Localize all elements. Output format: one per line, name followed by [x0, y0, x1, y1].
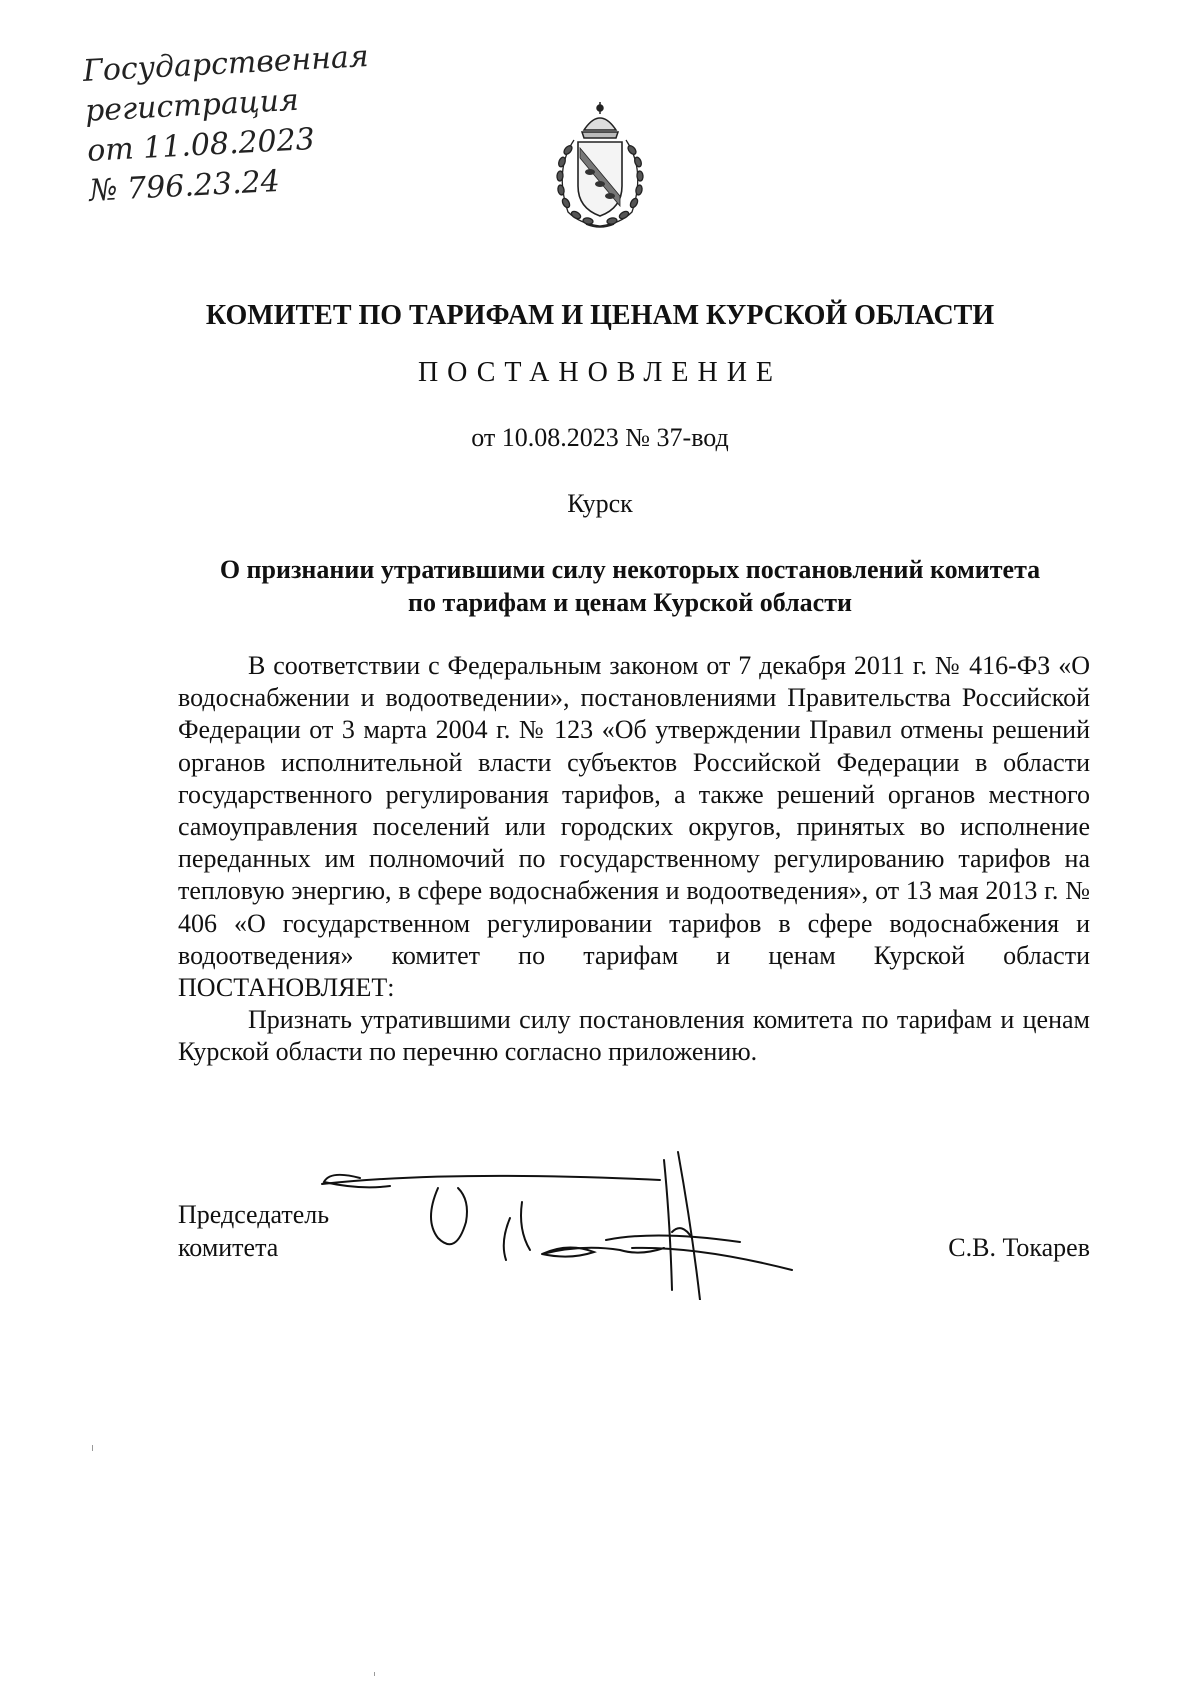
signatory-name: С.В. Токарев [948, 1233, 1090, 1262]
signatory-position [178, 1198, 329, 1264]
handwritten-registration-note [82, 36, 390, 211]
body-paragraph-2: Признать утратившими силу постановления комитета по тарифам и ценам Курской области по перечню согласно приложению. [178, 1005, 1090, 1067]
subject-line-1: О признании утратившими силу некоторых постановлений комитета [219, 555, 1041, 584]
document-city: Курск [567, 489, 633, 518]
scan-speck [92, 1445, 93, 1451]
coat-of-arms-icon [540, 100, 660, 232]
handnote-line-3: от 11.08.2023 [86, 121, 316, 169]
signatory-position-line-2: комитета [178, 1233, 279, 1262]
document-body [178, 650, 1090, 1069]
handnote-line-4: № 796.23.24 [88, 163, 281, 209]
organization-title: КОМИТЕТ ПО ТАРИФАМ И ЦЕНАМ КУРСКОЙ ОБЛАСТИ [205, 300, 995, 331]
document-subject [170, 553, 1090, 619]
handnote-line-1: Государственная [82, 39, 370, 89]
handwritten-signature-icon [320, 1130, 880, 1300]
scan-speck [374, 1672, 375, 1676]
body-paragraph-1: В соответствии с Федеральным законом от 7 декабря 2011 г. № 416-ФЗ «О водоснабжении и водоотведении», постановлениями Правительства Российской Федерации от 3 марта 2004 г. № 123 «Об утверждении Правил отмены решений органов исполнительной власти субъектов Российской Федерации в области государственного регулирования тарифов, а также решений органов местного самоуправления поселений или городских округов, принятых во исполнение переданных им полномочий по государственному регулированию тарифов на тепловую энергию, в сфере водоснабжения и водоотведения», от 13 мая 2013 г. № 406 «О государственном регулировании тарифов в сфере водоснабжения и водоотведения» комитет по тарифам и ценам Курской области ПОСТАНОВЛЯЕТ: [178, 651, 1090, 1003]
subject-line-2: по тарифам и ценам Курской области [408, 588, 852, 617]
handnote-line-2: регистрация [84, 82, 300, 129]
document-type: ПОСТАНОВЛЕНИЕ [417, 357, 783, 388]
document-date-number: от 10.08.2023 № 37-вод [471, 423, 729, 452]
signatory-position-line-1: Председатель [178, 1200, 330, 1229]
